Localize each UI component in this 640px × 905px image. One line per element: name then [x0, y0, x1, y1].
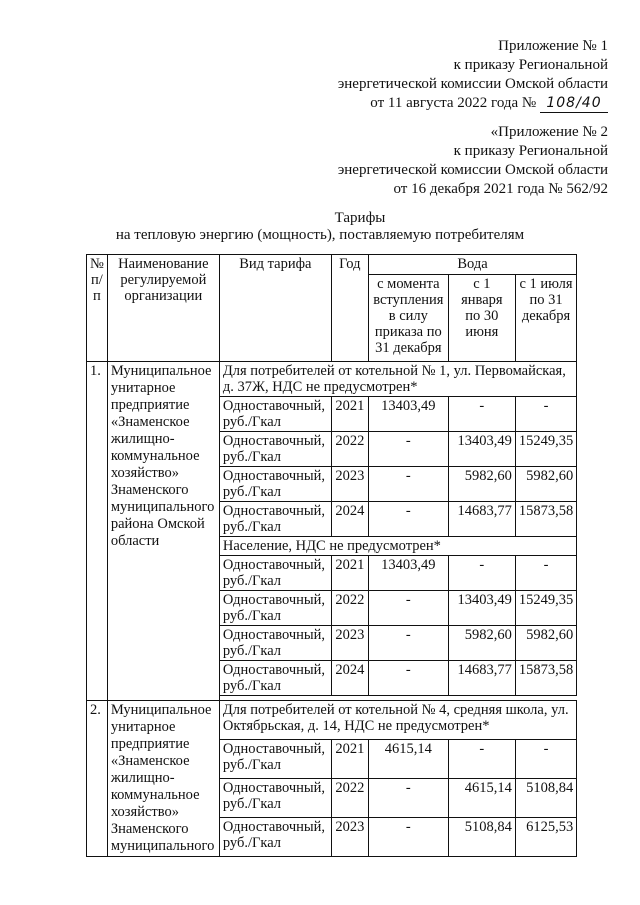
tariff-value-2: 4615,14: [448, 779, 515, 818]
tariff-year: 2023: [331, 626, 368, 661]
tariff-value-1: -: [368, 432, 448, 467]
tariff-value-1: -: [368, 467, 448, 502]
tariff-value-2: 13403,49: [448, 591, 515, 626]
tariff-value-2: -: [448, 556, 515, 591]
tariff-year: 2022: [331, 432, 368, 467]
tariff-value-3: -: [515, 556, 576, 591]
appendix-commission: энергетической комиссии Омской области: [337, 76, 608, 92]
appendix-order-ref: к приказу Региональной: [453, 57, 608, 73]
tariff-value-2: -: [448, 740, 515, 779]
table-row: [87, 701, 577, 740]
tariff-value-2: 14683,77: [448, 502, 515, 537]
tariff-value-3: -: [515, 740, 576, 779]
header-year: Год: [331, 255, 368, 362]
tariff-value-1: 4615,14: [368, 740, 448, 779]
header-water: Вода: [368, 255, 576, 275]
tariff-value-1: -: [368, 626, 448, 661]
tariff-year: 2021: [331, 740, 368, 779]
table-header-row: [87, 255, 577, 275]
tariff-value-1: -: [368, 502, 448, 537]
tariff-table: [86, 254, 577, 857]
doc-title: Тарифы: [334, 210, 386, 226]
tariff-value-3: -: [515, 397, 576, 432]
tariff-value-2: 5982,60: [448, 626, 515, 661]
appendix-date: от 11 августа 2022 года №: [370, 95, 537, 111]
tariff-value-3: 5982,60: [515, 467, 576, 502]
tariff-value-1: -: [368, 818, 448, 857]
tariff-value-2: 5108,84: [448, 818, 515, 857]
tariff-type: Одноставочный, руб./Гкал: [219, 661, 331, 696]
appendix2-date: от 16 декабря 2021 года № 562/92: [393, 181, 608, 197]
header-type: Вид тарифа: [219, 255, 331, 362]
org-num: 2.: [87, 701, 108, 857]
org-name: Муниципальное унитарное предприятие «Знаменское жилищно-коммунальное хозяйство» Знаменского муниципального: [107, 701, 219, 857]
tariff-year: 2021: [331, 397, 368, 432]
tariff-value-2: -: [448, 397, 515, 432]
appendix2-commission: энергетической комиссии Омской области: [337, 162, 608, 178]
tariff-value-3: 15249,35: [515, 432, 576, 467]
tariff-value-3: 15249,35: [515, 591, 576, 626]
tariff-type: Одноставочный, руб./Гкал: [219, 502, 331, 537]
header-period-2: с 1 января по 30 июня: [448, 274, 515, 361]
tariff-year: 2024: [331, 502, 368, 537]
tariff-type: Одноставочный, руб./Гкал: [219, 818, 331, 857]
tariff-value-2: 14683,77: [448, 661, 515, 696]
org-name: Муниципальное унитарное предприятие «Знаменское жилищно-коммунальное хозяйство» Знаменского муниципального района Омской области: [107, 362, 219, 701]
tariff-value-3: 15873,58: [515, 661, 576, 696]
header-period-3: с 1 июля по 31 декабря: [515, 274, 576, 361]
tariff-year: 2021: [331, 556, 368, 591]
tariff-type: Одноставочный, руб./Гкал: [219, 626, 331, 661]
tariff-type: Одноставочный, руб./Гкал: [219, 467, 331, 502]
tariff-year: 2022: [331, 779, 368, 818]
tariff-value-1: -: [368, 661, 448, 696]
tariff-year: 2023: [331, 467, 368, 502]
tariff-year: 2022: [331, 591, 368, 626]
tariff-value-1: 13403,49: [368, 397, 448, 432]
header-period-1: с момента вступления в силу приказа по 31 декабря: [368, 274, 448, 361]
tariff-type: Одноставочный, руб./Гкал: [219, 397, 331, 432]
header-num: № п/ п: [87, 255, 108, 362]
tariff-type: Одноставочный, руб./Гкал: [219, 740, 331, 779]
tariff-value-1: 13403,49: [368, 556, 448, 591]
appendix2-order-ref: к приказу Региональной: [453, 143, 608, 159]
appendix2-title: «Приложение № 2: [490, 124, 608, 140]
appendix-header-1: [338, 37, 608, 113]
tariff-year: 2023: [331, 818, 368, 857]
tariff-value-1: -: [368, 779, 448, 818]
tariff-type: Одноставочный, руб./Гкал: [219, 779, 331, 818]
tariff-value-2: 5982,60: [448, 467, 515, 502]
header-org: Наименование регулируемой организации: [107, 255, 219, 362]
handwritten-order-number: 108/40: [540, 95, 608, 113]
tariff-value-1: -: [368, 591, 448, 626]
tariff-type: Одноставочный, руб./Гкал: [219, 591, 331, 626]
appendix-date-line: [338, 94, 608, 113]
tariff-type: Одноставочный, руб./Гкал: [219, 432, 331, 467]
appendix-title: Приложение № 1: [498, 38, 608, 54]
tariff-value-3: 5982,60: [515, 626, 576, 661]
tariff-value-3: 5108,84: [515, 779, 576, 818]
tariff-value-2: 13403,49: [448, 432, 515, 467]
group-title: Для потребителей от котельной № 1, ул. Первомайская, д. 37Ж, НДС не предусмотрен*: [219, 362, 576, 397]
tariff-year: 2024: [331, 661, 368, 696]
group-title: Население, НДС не предусмотрен*: [219, 537, 576, 556]
tariff-value-3: 15873,58: [515, 502, 576, 537]
table-row: [87, 362, 577, 397]
doc-subtitle: на тепловую энергию (мощность), поставляемую потребителям: [115, 227, 525, 243]
tariff-value-3: 6125,53: [515, 818, 576, 857]
group-title: Для потребителей от котельной № 4, средняя школа, ул. Октябрьская, д. 14, НДС не предусмотрен*: [219, 701, 576, 740]
appendix-header-2: [338, 123, 608, 199]
tariff-type: Одноставочный, руб./Гкал: [219, 556, 331, 591]
org-num: 1.: [87, 362, 108, 701]
